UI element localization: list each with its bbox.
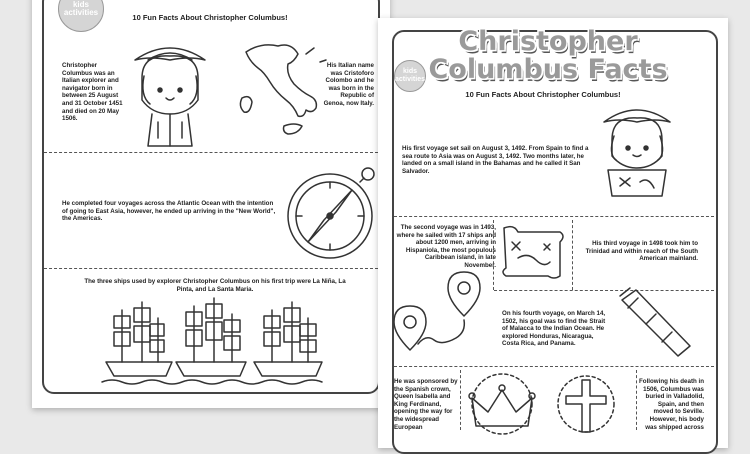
page-2-vdivider-4 xyxy=(636,370,637,430)
columbus-with-map-illustration xyxy=(600,100,674,200)
fact-7: His third voyage in 1498 took him to Trinidad and within reach of the South American mainland. xyxy=(585,240,698,263)
three-ships-illustration xyxy=(102,296,332,386)
fact-9: He was sponsored by the Spanish crown, Queen Isabella and King Ferdinand, opening the way for the widespread European xyxy=(394,378,458,431)
kids-activities-logo: kids activities xyxy=(58,0,104,32)
treasure-map-icon xyxy=(498,222,568,282)
compass-icon xyxy=(278,160,378,264)
fact-5: His first voyage set sail on August 3, 1492. From Spain to find a sea route to Asia was on August 3, 1492. Two months later, he landed on a small island in the Bahamas and he called it San Salvador. xyxy=(402,145,589,175)
page-1-divider-2 xyxy=(44,268,378,269)
route-pins-icon xyxy=(394,268,494,358)
fact-4: The three ships used by explorer Christopher Columbus on his first trip were La Niña, La Pinta, and La Santa Maria. xyxy=(84,278,346,293)
page-2-divider-1 xyxy=(394,216,714,217)
fact-1: Christopher Columbus was an Italian explorer and navigator born in between 25 August and 31 October 1451 and died on 20 May 1506. xyxy=(62,62,123,123)
page-2-divider-3 xyxy=(394,366,714,367)
page-2-vdivider-2 xyxy=(572,220,573,290)
page-2-subtitle: 10 Fun Facts About Christopher Columbus! xyxy=(465,90,621,99)
kids-activities-logo-2: kids activities xyxy=(394,60,426,92)
fact-2: His Italian name was Cristoforo Colombo and he was born in the Republic of Genoa, now Italy. xyxy=(323,62,374,107)
columbus-portrait-1 xyxy=(130,38,210,148)
page-1-divider-1 xyxy=(44,152,378,153)
fact-3: He completed four voyages across the Atlantic Ocean with the intention of going to East Asia, however, he ended up arriving in the "New World", the Americas. xyxy=(62,200,276,223)
page-1-subtitle: 10 Fun Facts About Christopher Columbus! xyxy=(132,13,288,22)
page-2-vdivider-3 xyxy=(460,370,461,430)
cross-icon xyxy=(556,374,626,434)
crown-icon xyxy=(462,374,542,434)
fact-8: On his fourth voyage, on March 14, 1502, his goal was to find the Strait of Malacca to the Indian Ocean. He explored Honduras, Nicaragua, Costa Rica, and Panama. xyxy=(502,310,606,348)
italy-map-icon xyxy=(236,40,326,140)
fact-6: The second voyage was in 1493, where he sailed with 17 ships and about 1200 men, arriving in Hispaniola, the most populous Caribbean island, in late November. xyxy=(396,224,496,269)
page-2-title: Christopher Columbus Facts xyxy=(428,26,668,85)
fact-10: Following his death in 1506, Columbus was buried in Valladolid, Spain, and then moved to Seville. However, his body was shipped across xyxy=(639,378,704,431)
telescope-icon xyxy=(616,288,696,358)
